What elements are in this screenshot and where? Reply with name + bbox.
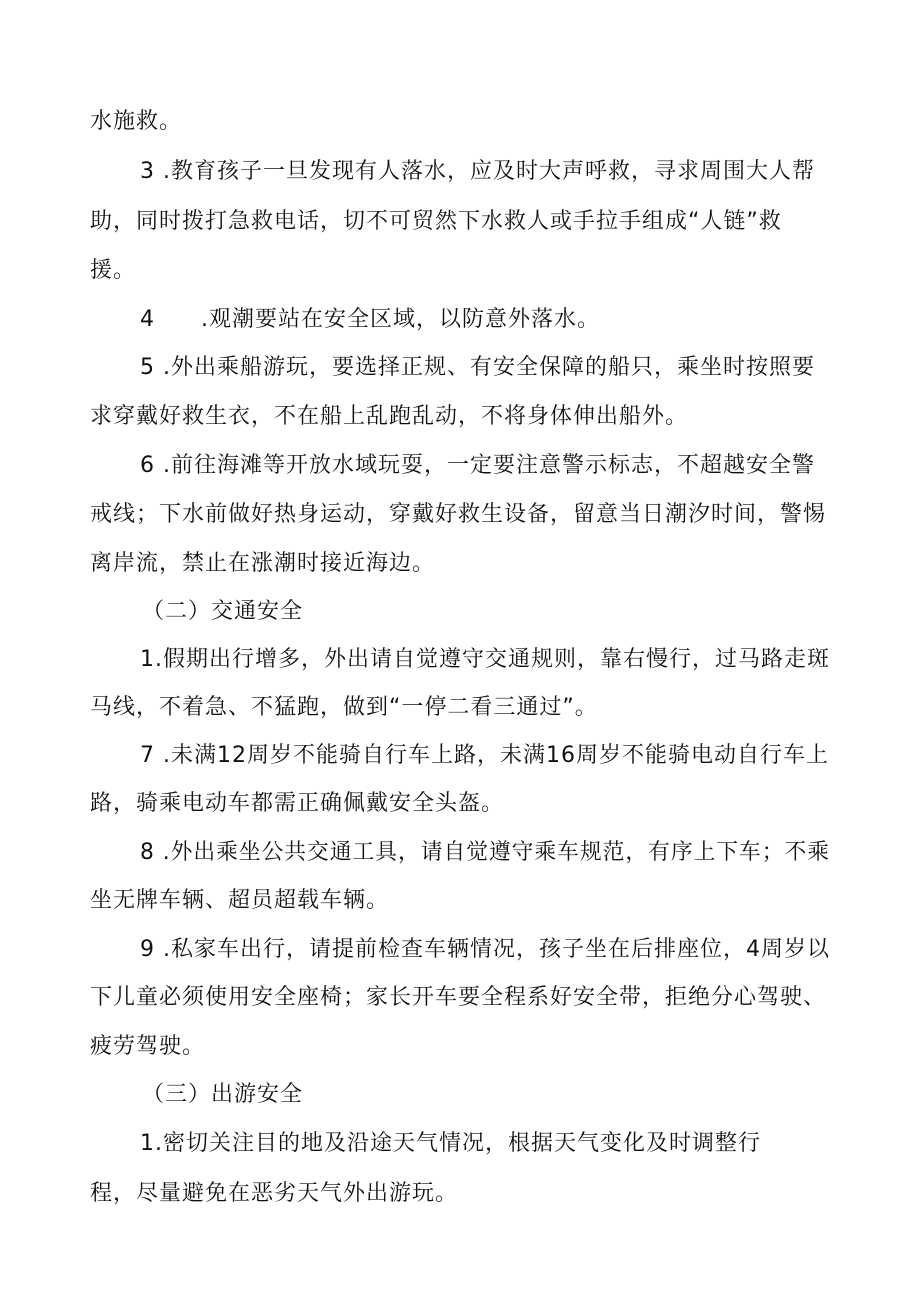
text-line: 1.密切关注目的地及沿途天气情况，根据天气变化及时调整行 bbox=[140, 1131, 761, 1156]
text-line: 6 .前往海滩等开放水域玩耍，一定要注意警示标志，不超越安全警 bbox=[140, 453, 815, 478]
text-line: 戒线；下水前做好热身运动，穿戴好救生设备，留意当日潮汐时间，警惕 bbox=[90, 502, 827, 527]
text-line: 5 .外出乘船游玩，要选择正规、有安全保障的船只，乘坐时按照要 bbox=[140, 355, 815, 380]
text-line: 路，骑乘电动车都需正确佩戴安全头盔。 bbox=[90, 791, 505, 816]
text-line: 1.假期出行增多，外出请自觉遵守交通规则，靠右慢行，过马路走斑 bbox=[140, 647, 830, 672]
text-line: 3 .教育孩子一旦发现有人落水，应及时大声呼救，寻求周围大人帮 bbox=[140, 159, 815, 184]
section-heading: （二）交通安全 bbox=[142, 599, 304, 624]
text-line: 9 .私家车出行，请提前检查车辆情况，孩子坐在后排座位，4周岁以 bbox=[140, 937, 830, 962]
text-line: 下儿童必须使用安全座椅；家长开车要全程系好安全带，拒绝分心驾驶、 bbox=[90, 985, 827, 1010]
text-line: 4 .观潮要站在安全区域，以防意外落水。 bbox=[140, 307, 600, 332]
section-heading: （三）出游安全 bbox=[142, 1082, 304, 1107]
text-line: 求穿戴好救生衣，不在船上乱跑乱动，不将身体伸出船外。 bbox=[90, 404, 689, 429]
text-line: 助，同时拨打急救电话，切不可贸然下水救人或手拉手组成“人链”救 bbox=[90, 209, 782, 234]
text-line: 8 .外出乘坐公共交通工具，请自觉遵守乘车规范，有序上下车；不乘 bbox=[140, 840, 830, 865]
text-line: 程，尽量避免在恶劣天气外出游玩。 bbox=[90, 1181, 459, 1206]
text-line: 马线，不着急、不猛跑，做到“一停二看三通过”。 bbox=[90, 695, 598, 720]
text-line: 水施救。 bbox=[90, 109, 183, 134]
text-line: 援。 bbox=[90, 258, 137, 283]
text-line: 7 .未满12周岁不能骑自行车上路，未满16周岁不能骑电动自行车上 bbox=[140, 743, 829, 768]
text-line: 疲劳驾驶。 bbox=[90, 1034, 206, 1059]
text-line: 离岸流，禁止在涨潮时接近海边。 bbox=[90, 551, 436, 576]
text-line: 坐无牌车辆、超员超载车辆。 bbox=[90, 888, 390, 913]
